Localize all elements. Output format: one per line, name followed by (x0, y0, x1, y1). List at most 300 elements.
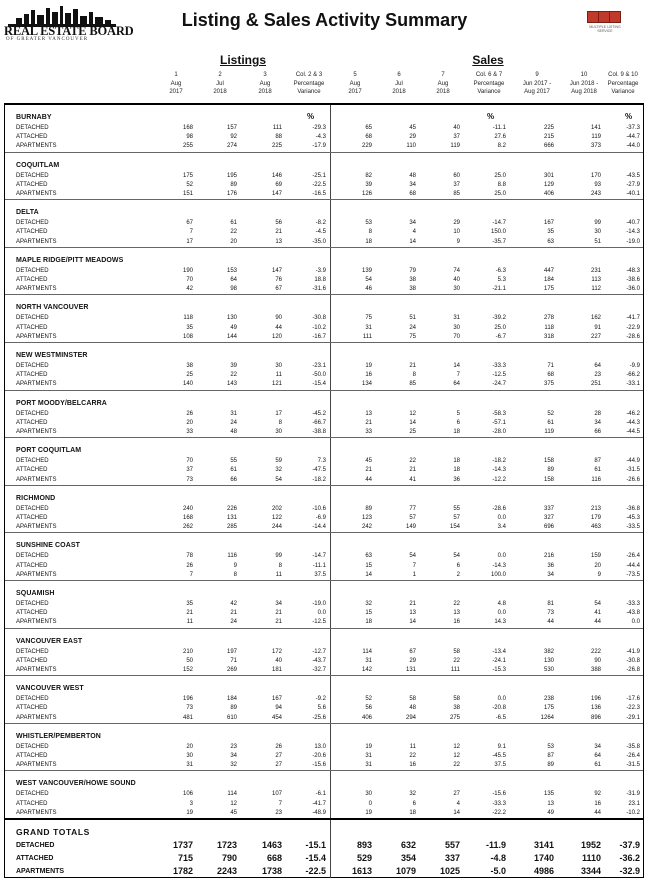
table-cell: -44.5 (626, 428, 640, 435)
table-cell: 7.3 (317, 458, 326, 465)
table-cell: -40.1 (626, 190, 640, 197)
table-row (0, 229, 649, 238)
table-cell: 715 (177, 853, 193, 863)
table-cell: 87 (594, 458, 601, 465)
table-cell: 318 (543, 333, 554, 340)
table-cell: 5 (456, 410, 460, 417)
table-cell: 14 (409, 619, 416, 626)
table-cell: 34 (409, 220, 416, 227)
row-label: APARTMENTS (16, 381, 57, 388)
table-row (0, 753, 649, 762)
table-cell: 77 (409, 505, 416, 512)
row-label: DETACHED (16, 315, 49, 322)
area-name: DELTA (16, 209, 39, 217)
table-cell: 8 (368, 229, 372, 236)
table-cell: -15.4 (312, 381, 326, 388)
table-cell: -33.3 (492, 363, 506, 369)
table-cell: -44.0 (626, 143, 640, 150)
table-cell: 71 (547, 363, 554, 369)
row-label: APARTMENTS (16, 666, 57, 673)
table-cell: 18 (409, 809, 416, 816)
table-cell: 37.5 (314, 571, 326, 578)
table-cell: 666 (543, 143, 554, 150)
table-cell: -24.1 (492, 657, 506, 664)
table-cell: 37 (453, 134, 460, 141)
table-cell: -12.2 (492, 476, 506, 483)
percent-sign: % (307, 112, 315, 121)
row-label: ATTACHED (16, 705, 48, 712)
table-cell: 25 (186, 372, 193, 379)
table-cell: -14.3 (492, 562, 506, 569)
table-cell: 19 (365, 363, 372, 369)
column-header-7: 7 Aug 2018 (436, 72, 450, 95)
table-cell: 34 (594, 743, 601, 750)
column-header-8: Col. 6 & 7 Percentage Variance (473, 72, 505, 95)
table-cell: 275 (449, 714, 460, 721)
table-cell: 14.3 (494, 619, 506, 626)
table-cell: 17 (186, 238, 193, 245)
table-cell: 7 (189, 229, 193, 236)
table-cell: 21 (409, 467, 416, 474)
table-cell: 13 (547, 800, 554, 807)
table-cell: 158 (543, 458, 554, 465)
table-cell: 0.0 (497, 514, 506, 521)
table-cell: 90 (275, 315, 282, 322)
table-cell: 190 (182, 267, 193, 274)
table-cell: 13 (453, 610, 460, 617)
table-cell: 167 (543, 220, 554, 227)
section-separator (5, 770, 643, 771)
table-cell: 5.6 (317, 705, 326, 712)
section-separator (5, 628, 643, 629)
column-header-4: Col. 2 & 3 Percentage Variance (293, 72, 325, 95)
table-cell: 179 (590, 514, 601, 521)
table-cell: -28.6 (626, 333, 640, 340)
table-cell: 29 (409, 657, 416, 664)
table-cell: 406 (543, 190, 554, 197)
table-cell: 28 (594, 410, 601, 417)
table-cell: 13.0 (314, 743, 326, 750)
section-separator (5, 485, 643, 486)
section-separator (5, 675, 643, 676)
table-cell: 75 (365, 315, 372, 322)
table-cell: 54 (365, 276, 372, 283)
area-name: COQUITLAM (16, 161, 60, 169)
table-cell: 81 (547, 601, 554, 607)
table-cell: 8 (233, 571, 237, 578)
table-cell: 51 (409, 315, 416, 322)
table-cell: 18 (453, 467, 460, 474)
table-cell: -35.7 (492, 238, 506, 245)
table-cell: -44.7 (626, 134, 640, 141)
table-cell: 122 (271, 514, 282, 521)
table-cell: 26 (186, 562, 193, 569)
table-cell: 893 (356, 840, 372, 850)
table-cell: -36.8 (626, 505, 640, 512)
table-row (0, 268, 649, 277)
table-cell: 100.0 (490, 571, 506, 578)
table-cell: 32 (230, 762, 237, 769)
table-cell: -11.1 (492, 125, 506, 131)
area-name: SUNSHINE COAST (16, 542, 81, 550)
table-cell: 294 (405, 714, 416, 721)
table-cell: 7 (278, 800, 282, 807)
table-cell: 50 (186, 657, 193, 664)
table-cell: 0.0 (631, 619, 640, 626)
table-cell: 107 (271, 791, 282, 798)
table-cell: 45 (230, 809, 237, 816)
table-cell: 5.3 (497, 276, 506, 283)
table-cell: 16 (365, 372, 372, 379)
table-cell: -41.7 (626, 315, 640, 322)
table-cell: 337 (444, 853, 460, 863)
section-separator (5, 723, 643, 724)
table-cell: 21 (230, 610, 237, 617)
table-cell: 9 (456, 238, 460, 245)
logo-subtext: OF GREATER VANCOUVER (6, 37, 89, 42)
row-label: ATTACHED (16, 419, 48, 426)
table-cell: 42 (186, 286, 193, 293)
section-separator (5, 580, 643, 581)
table-cell: -16.5 (312, 190, 326, 197)
row-label: APARTMENTS (16, 524, 57, 531)
table-cell: 610 (226, 714, 237, 721)
table-cell: 56 (275, 220, 282, 227)
table-cell: 1264 (540, 714, 554, 721)
table-cell: 67 (275, 286, 282, 293)
table-cell: 0.0 (497, 610, 506, 617)
table-row (0, 134, 649, 143)
table-cell: 22 (230, 372, 237, 379)
table-cell: -48.9 (312, 809, 326, 816)
column-header-5: 5 Aug 2017 (348, 72, 362, 95)
table-cell: 143 (226, 381, 237, 388)
table-cell: -31.5 (626, 762, 640, 769)
table-cell: 278 (543, 315, 554, 322)
table-cell: -5.0 (490, 866, 506, 876)
table-cell: 136 (590, 705, 601, 712)
table-cell: 58 (409, 696, 416, 703)
table-cell: -44.9 (626, 458, 640, 465)
table-cell: 26 (186, 410, 193, 417)
table-cell: 229 (361, 143, 372, 150)
table-cell: 388 (590, 666, 601, 673)
table-cell: 89 (230, 181, 237, 188)
table-cell: 1613 (351, 866, 372, 876)
table-cell: 123 (361, 514, 372, 521)
table-cell: 98 (230, 286, 237, 293)
row-label: ATTACHED (16, 134, 48, 141)
table-cell: 2 (456, 571, 460, 578)
table-cell: 18 (365, 619, 372, 626)
table-cell: -26.4 (626, 752, 640, 759)
table-cell: 79 (409, 267, 416, 274)
row-label: APARTMENTS (16, 428, 57, 435)
table-cell: -15.1 (305, 840, 326, 850)
table-cell: 1723 (216, 840, 237, 850)
table-cell: 147 (271, 267, 282, 274)
table-cell: 25.0 (494, 324, 506, 331)
table-cell: 24 (230, 619, 237, 626)
table-cell: -36.0 (626, 286, 640, 293)
table-cell: 244 (271, 524, 282, 531)
table-cell: 52 (547, 410, 554, 417)
table-cell: 106 (182, 791, 193, 798)
table-cell: 213 (590, 505, 601, 512)
column-header-9: 9 Jun 2017 - Aug 2017 (522, 72, 552, 95)
table-cell: 12 (409, 410, 416, 417)
table-cell: 37.5 (494, 762, 506, 769)
row-label: APARTMENTS (16, 809, 57, 816)
table-cell: 119 (450, 143, 460, 150)
listings-group-label: Listings (219, 53, 266, 67)
table-cell: 38 (186, 363, 193, 369)
page-header (0, 0, 649, 50)
table-cell: 210 (182, 648, 193, 655)
table-cell: 18 (365, 238, 372, 245)
mls-logo-caption: MULTIPLE LISTING SERVICE (589, 25, 621, 33)
table-cell: 70 (186, 458, 193, 465)
table-cell: 52 (365, 696, 372, 703)
table-cell: -13.4 (492, 648, 506, 655)
section-separator (5, 294, 643, 295)
table-cell: 42 (230, 601, 237, 607)
table-cell: 89 (547, 467, 554, 474)
table-cell: 225 (271, 143, 282, 150)
table-cell: -9.9 (629, 363, 640, 369)
table-cell: 14 (409, 238, 416, 245)
table-cell: 30 (453, 286, 460, 293)
table-cell: 21 (275, 229, 282, 236)
table-cell: 269 (226, 666, 237, 673)
table-cell: -30.8 (312, 315, 326, 322)
row-label: ATTACHED (16, 372, 48, 379)
area-name: BURNABY (16, 114, 52, 121)
table-cell: 37 (186, 467, 193, 474)
table-cell: 92 (594, 791, 601, 798)
table-cell: 45 (365, 458, 372, 465)
table-cell: 56 (365, 705, 372, 712)
table-cell: 39 (365, 181, 372, 188)
table-cell: 44 (275, 324, 282, 331)
table-cell: 61 (594, 467, 601, 474)
table-cell: -26.4 (626, 553, 640, 560)
table-cell: 67 (186, 220, 193, 227)
table-cell: 73 (186, 476, 193, 483)
table-cell: 33 (365, 428, 372, 435)
table-cell: 20 (230, 238, 237, 245)
table-cell: 38 (453, 705, 460, 712)
table-cell: 23.1 (628, 800, 640, 807)
table-cell: 135 (543, 791, 554, 798)
table-cell: -28.6 (492, 505, 506, 512)
row-label: ATTACHED (16, 610, 48, 617)
row-label: DETACHED (16, 696, 49, 703)
table-row (0, 372, 649, 381)
column-header-1: 1 Aug 2017 (169, 72, 183, 95)
table-cell: 116 (591, 476, 601, 483)
table-cell: -12.7 (312, 648, 326, 655)
table-row (0, 125, 649, 134)
table-cell: 118 (183, 315, 193, 322)
table-cell: 1738 (261, 866, 282, 876)
table-row (0, 506, 649, 515)
table-cell: -33.1 (626, 381, 640, 388)
table-row (0, 601, 649, 610)
table-row (0, 801, 649, 810)
table-cell: 108 (182, 333, 193, 340)
section-separator (5, 818, 643, 820)
table-cell: -43.8 (626, 610, 640, 617)
row-label: DETACHED (16, 125, 49, 131)
table-cell: 34 (275, 601, 282, 607)
table-cell: -31.5 (626, 467, 640, 474)
table-cell: 896 (590, 714, 601, 721)
table-cell: 19 (365, 809, 372, 816)
table-cell: 91 (594, 324, 601, 331)
table-cell: 176 (226, 190, 237, 197)
mls-logo (587, 11, 621, 33)
table-cell: 121 (271, 381, 282, 388)
table-cell: 54 (594, 601, 601, 607)
table-cell: 113 (591, 276, 601, 283)
table-cell: 130 (226, 315, 237, 322)
table-cell: -15.6 (312, 762, 326, 769)
row-label: APARTMENTS (16, 868, 65, 875)
table-cell: 19 (186, 809, 193, 816)
table-cell: -40.7 (626, 220, 640, 227)
table-cell: 382 (543, 648, 554, 655)
table-cell: 92 (230, 134, 237, 141)
table-cell: 34 (547, 571, 554, 578)
table-cell: -16.7 (312, 333, 326, 340)
column-headers (0, 52, 649, 104)
section-separator (5, 437, 643, 438)
table-cell: 32 (365, 601, 372, 607)
table-cell: -23.1 (312, 363, 326, 369)
table-row (0, 515, 649, 524)
table-cell: 111 (450, 666, 460, 673)
table-cell: 114 (362, 648, 372, 655)
table-cell: 8.2 (497, 143, 506, 150)
section-separator (5, 199, 643, 200)
table-cell: 29 (409, 134, 416, 141)
table-cell: 57 (409, 514, 416, 521)
grand-totals-title: GRAND TOTALS (16, 827, 90, 837)
section-separator (5, 152, 643, 153)
table-cell: 46 (365, 286, 372, 293)
table-cell: 22 (453, 601, 460, 607)
table-cell: 255 (182, 143, 193, 150)
table-row (0, 553, 649, 562)
table-cell: 3344 (580, 866, 601, 876)
row-label: ATTACHED (16, 657, 48, 664)
table-cell: 2243 (216, 866, 237, 876)
table-cell: -27.9 (626, 181, 640, 188)
table-cell: -26.8 (626, 666, 640, 673)
row-label: DETACHED (16, 220, 49, 227)
table-cell: 4986 (533, 866, 554, 876)
table-cell: 53 (365, 220, 372, 227)
table-row (0, 649, 649, 658)
table-cell: 1110 (581, 853, 601, 863)
table-cell: 60 (453, 172, 460, 179)
table-cell: 181 (271, 666, 282, 673)
table-cell: 16 (594, 800, 601, 807)
table-cell: 36 (547, 562, 554, 569)
table-cell: 6 (412, 800, 416, 807)
table-cell: 1952 (580, 840, 601, 850)
table-cell: -57.1 (492, 419, 506, 426)
table-cell: 9 (233, 562, 237, 569)
area-name: RICHMOND (16, 494, 56, 502)
table-cell: 74 (453, 267, 460, 274)
table-cell: 82 (365, 172, 372, 179)
table-cell: 243 (590, 190, 601, 197)
table-row (0, 458, 649, 467)
table-cell: 30 (275, 428, 282, 435)
table-cell: 25.0 (494, 172, 506, 179)
row-label: DETACHED (16, 505, 49, 512)
table-cell: 44 (594, 619, 601, 626)
table-cell: 70 (453, 333, 460, 340)
row-label: DETACHED (16, 172, 49, 179)
row-label: DETACHED (16, 458, 49, 465)
table-cell: 54 (409, 553, 416, 560)
table-cell: 22 (409, 752, 416, 759)
table-cell: 195 (226, 172, 237, 179)
table-cell: 14 (365, 571, 372, 578)
table-cell: 196 (182, 696, 193, 703)
section-separator (5, 532, 643, 533)
table-cell: -30.8 (626, 657, 640, 664)
table-cell: 27 (453, 791, 460, 798)
table-cell: 15 (365, 562, 372, 569)
table-cell: 141 (590, 125, 601, 131)
table-cell: -12.5 (312, 619, 326, 626)
table-cell: 9.1 (497, 743, 506, 750)
table-cell: 44 (547, 619, 554, 626)
table-cell: 406 (361, 714, 372, 721)
table-cell: 7 (189, 571, 193, 578)
table-cell: 61 (230, 220, 237, 227)
table-cell: 32 (409, 791, 416, 798)
table-cell: 170 (590, 172, 601, 179)
table-cell: 354 (400, 853, 416, 863)
table-cell: -22.9 (626, 324, 640, 331)
table-cell: 30 (594, 229, 601, 236)
table-cell: 147 (271, 190, 282, 197)
table-cell: 31 (365, 762, 372, 769)
table-cell: 129 (543, 181, 554, 188)
table-cell: 0.0 (497, 553, 506, 560)
area-name: PORT COQUITLAM (16, 447, 82, 455)
table-cell: 30 (365, 791, 372, 798)
table-cell: 238 (543, 696, 554, 703)
table-cell: -29.3 (312, 125, 326, 131)
table-cell: 34 (230, 752, 237, 759)
table-cell: 45 (409, 125, 416, 131)
table-cell: 33 (186, 428, 193, 435)
table-cell: 21 (409, 601, 416, 607)
table-cell: -25.6 (312, 714, 326, 721)
table-cell: 154 (449, 524, 460, 531)
percent-sign: % (487, 112, 495, 121)
table-cell: -33.5 (626, 524, 640, 531)
table-cell: -28.0 (492, 428, 506, 435)
table-cell: 447 (543, 267, 554, 274)
table-cell: 126 (361, 190, 372, 197)
